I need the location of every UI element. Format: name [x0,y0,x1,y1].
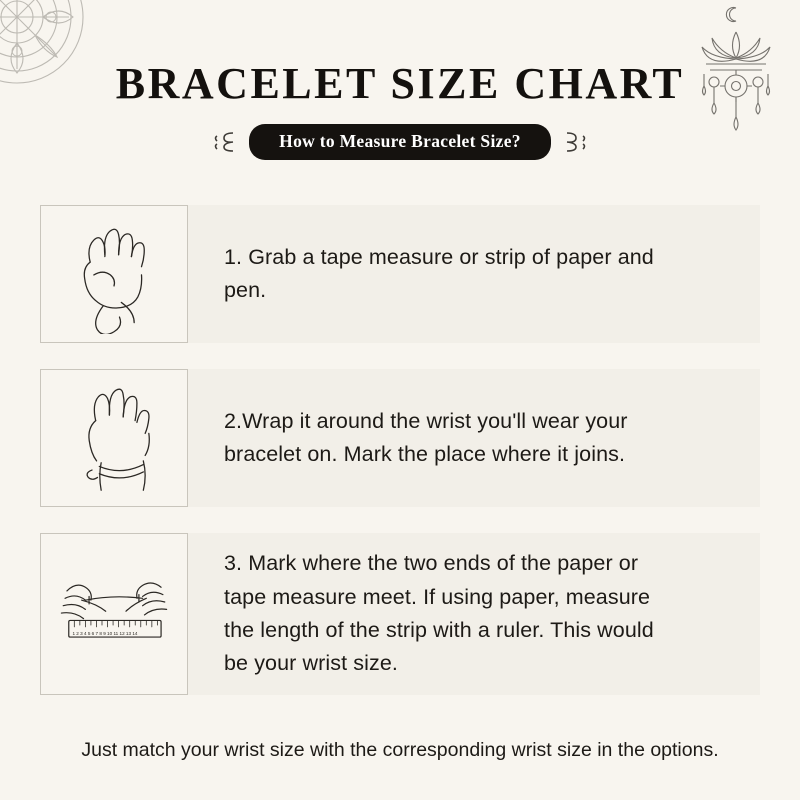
step-3-line-3: the length of the strip with a ruler. This would [224,618,654,642]
step-2-line-2: bracelet on. Mark the place where it joins. [224,442,626,466]
subtitle-row [0,124,800,160]
step-3-line-1: 3. Mark where the two ends of the paper or [224,551,639,576]
list-item [40,533,760,695]
step-1-text [188,205,760,343]
step-2-text [188,369,760,507]
steps-list [0,205,800,721]
step-3-line-4: be your wrist size. [224,651,398,676]
subtitle-pill: How to Measure Bracelet Size? [249,124,551,160]
list-item [40,369,760,507]
hands-measuring-strip-with-ruler-illustration [40,533,188,695]
flourish-ornament [211,129,237,155]
tape-wrapped-around-wrist-illustration [40,369,188,507]
footer-note: Just match your wrist size with the corresponding wrist size in the options. [81,739,719,761]
flourish-ornament [563,129,589,155]
step-1-line-2: pen. [224,278,267,302]
list-item [40,205,760,343]
step-2-line-1: 2.Wrap it around the wrist you'll wear your [224,408,628,433]
page-title: BRACELET SIZE CHART [115,59,685,108]
step-3-text [188,533,760,695]
svg-text:1 2 3 4 5 6 7 8 9 10 11 12 13: 1 2 3 4 5 6 7 8 9 10 11 12 13 14 [72,631,138,637]
hand-holding-tape-measure-illustration [40,205,188,343]
step-1-line-1: 1. Grab a tape measure or strip of paper and [224,244,654,269]
step-3-line-2: tape measure meet. If using paper, measure [224,584,651,609]
